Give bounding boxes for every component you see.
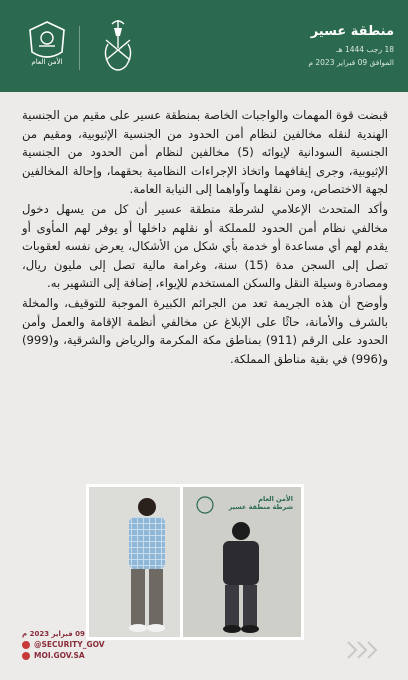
paragraph-3: وأوضح أن هذه الجريمة تعد من الجرائم الكبيرة الموجبة للتوقيف، والمخلة بالشرف والأمانة، حاثًا على الإبلاغ عن مخالفي أنظمة الإقامة والعمل وأمن الحدود على الرقم (911) بمناطق مكة المكرمة والرياض والشرقية، و(999) و(996) في بقية مناطق المملكة. (22, 295, 388, 366)
footer-date: 09 فبراير 2023 م (22, 630, 85, 638)
hijri-date: 18 رجب 1444 هـ (336, 45, 394, 54)
photo-banner (229, 495, 293, 511)
suspect-photo-2 (180, 484, 304, 640)
footer-twitter[interactable] (22, 640, 105, 649)
photo-banner-line2: شرطة منطقة عسير (228, 503, 293, 511)
paragraph-2: وأكد المتحدث الإعلامي لشرطة منطقة عسير أن كل من يسهل دخول مخالفي نظام أمن الحدود للمملكة أو نقلهم داخلها أو يوفر لهم المأوى أو يقدم لهم أي مساعدة أو خدمة بأي شكل من الأشكال، يعرض نفسه لعقوبات تصل إلى السجن مدة (15) سنة، وغرامة مالية تصل إلى مليون ريال، ومصادرة وسيلة النقل والسكن المستخدم للإيواء، إضافة إلى التشهير به. (22, 201, 388, 291)
globe-icon (22, 652, 30, 660)
decorative-chevrons-icon (344, 640, 384, 660)
header-divider (79, 26, 80, 70)
twitter-icon (22, 641, 30, 649)
footer-website[interactable] (22, 651, 85, 660)
paragraph-1: قبضت قوة المهمات والواجبات الخاصة بمنطقة عسير على مقيم من الجنسية الهندية لنقله مخالفين لنظام أمن الحدود من الجنسية الإثيوبية، ومقيم من الجنسية السودانية لإيوائه (5) مخالفين لنظام أمن الحدود من الجنسية الإثيوبية، وجرى إيقافهما واتخاذ الإجراءات النظامية بحقهما، وإحالة المخالفين لجهة الاختصاص، ومن نقلهما وآواهما إلى النيابة العامة. (22, 108, 388, 197)
website-url: MOI.GOV.SA (34, 651, 85, 660)
news-body (22, 106, 388, 369)
saudi-emblem-icon (88, 14, 148, 78)
photo-banner-line1: الأمن العام (258, 495, 293, 503)
public-security-logo-icon (18, 18, 76, 76)
gregorian-date: الموافق 09 فبراير 2023 م (308, 58, 394, 67)
region-title: منطقة عسير (310, 24, 394, 39)
header-banner (0, 0, 408, 92)
twitter-handle: @SECURITY_GOV (34, 640, 105, 649)
security-logo-text: الأمن العام (31, 58, 63, 66)
